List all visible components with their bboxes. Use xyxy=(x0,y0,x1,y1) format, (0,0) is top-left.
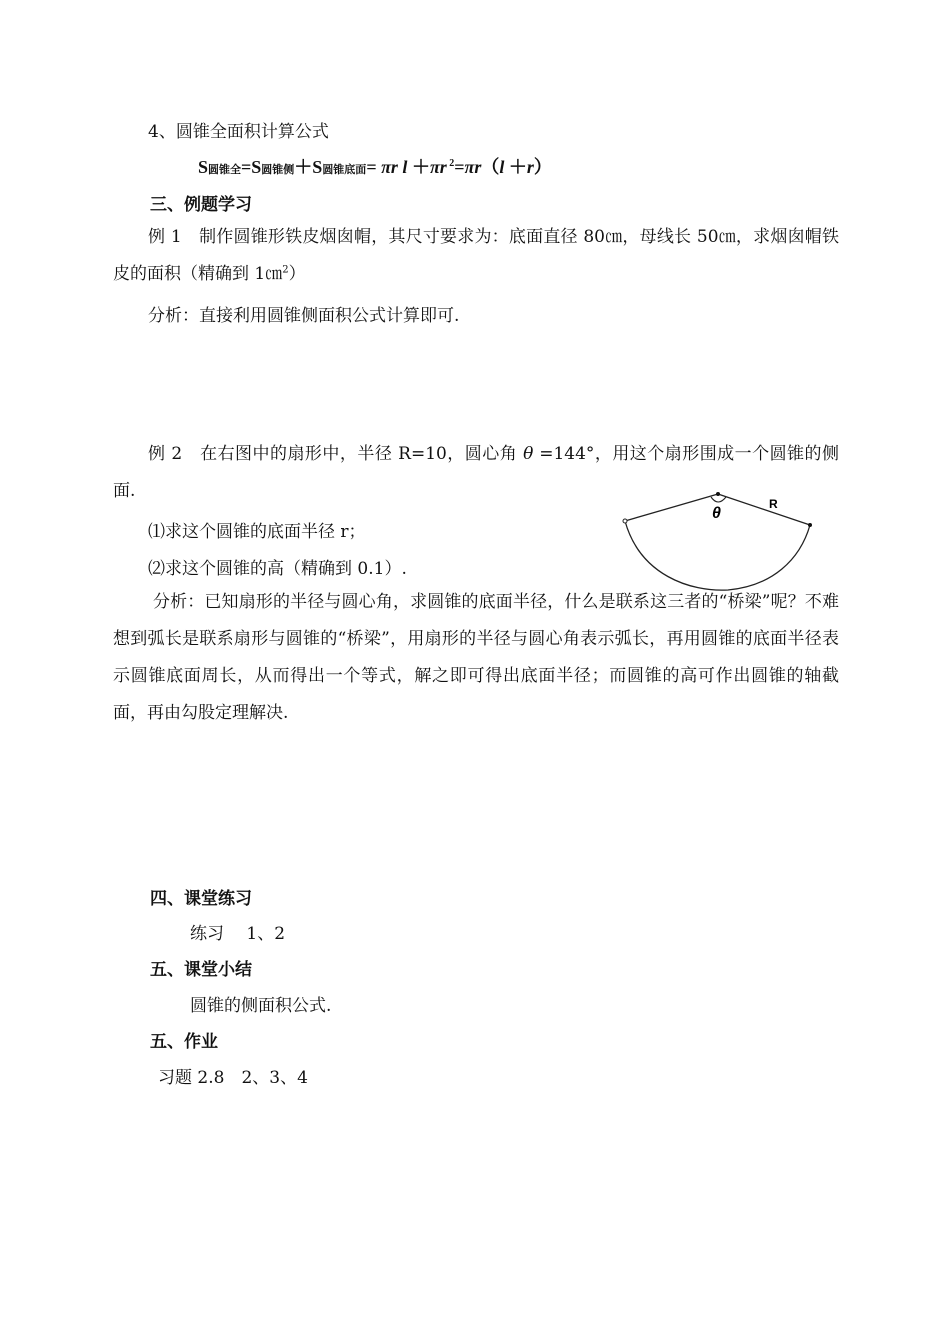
section-summary-heading: 五、课堂小结 xyxy=(150,960,252,980)
sector-center-point xyxy=(716,492,720,496)
sector-endpoint-right xyxy=(808,523,812,527)
section-practice-heading: 四、课堂练习 xyxy=(150,889,252,909)
section-homework-content: 习题 2.8 2、3、4 xyxy=(158,1068,308,1088)
theta-label: θ xyxy=(712,505,721,522)
sector-figure xyxy=(600,480,830,600)
section-homework-heading: 五、作业 xyxy=(150,1032,218,1052)
section-4-heading: 4、圆锥全面积计算公式 xyxy=(148,122,329,142)
example-2-analysis: 分析：已知扇形的半径与圆心角，求圆锥的底面半径，什么是联系这三者的“桥梁”呢？不难想到弧长是联系扇形与圆锥的“桥梁”，用扇形的半径与圆心角表示弧长，再用圆锥的底面半径表示圆锥底面周长，从而得出一个等式，解之即可得出底面半径；而圆锥的高可作出圆锥的轴截面，再由勾股定理解决. xyxy=(113,592,839,723)
radius-label: R xyxy=(769,497,778,511)
sector-arc xyxy=(625,521,810,590)
sector-radius-left xyxy=(625,494,718,521)
angle-mark xyxy=(711,497,726,502)
example-1-analysis: 分析：直接利用圆锥侧面积公式计算即可. xyxy=(148,306,460,326)
cone-total-area-formula: S圆锥全=S圆锥侧＋S圆锥底面= πr l ＋πr $^2$=πr（l ＋r） xyxy=(198,157,552,177)
example-1-text: 例 1 制作圆锥形铁皮烟囱帽，其尺寸要求为：底面直径 80㎝，母线长 50㎝，求烟囱帽铁皮的面积（精确到 1㎝$^2$） xyxy=(113,227,839,284)
example-2-question-2: ⑵求这个圆锥的高（精确到 0.1）. xyxy=(148,559,407,579)
example-2-question-1: ⑴求这个圆锥的底面半径 r； xyxy=(148,522,366,542)
section-3-heading: 三、例题学习 xyxy=(150,195,252,215)
sector-radius-right xyxy=(718,494,810,525)
section-summary-content: 圆锥的侧面积公式. xyxy=(190,996,332,1016)
sector-endpoint-left xyxy=(623,519,627,523)
example-2-text: 例 2 在右图中的扇形中，半径 R=10，圆心角 θ =144°，用这个扇形围成一个圆锥的侧面. xyxy=(113,444,839,501)
section-practice-content: 练习 1、2 xyxy=(190,924,286,944)
